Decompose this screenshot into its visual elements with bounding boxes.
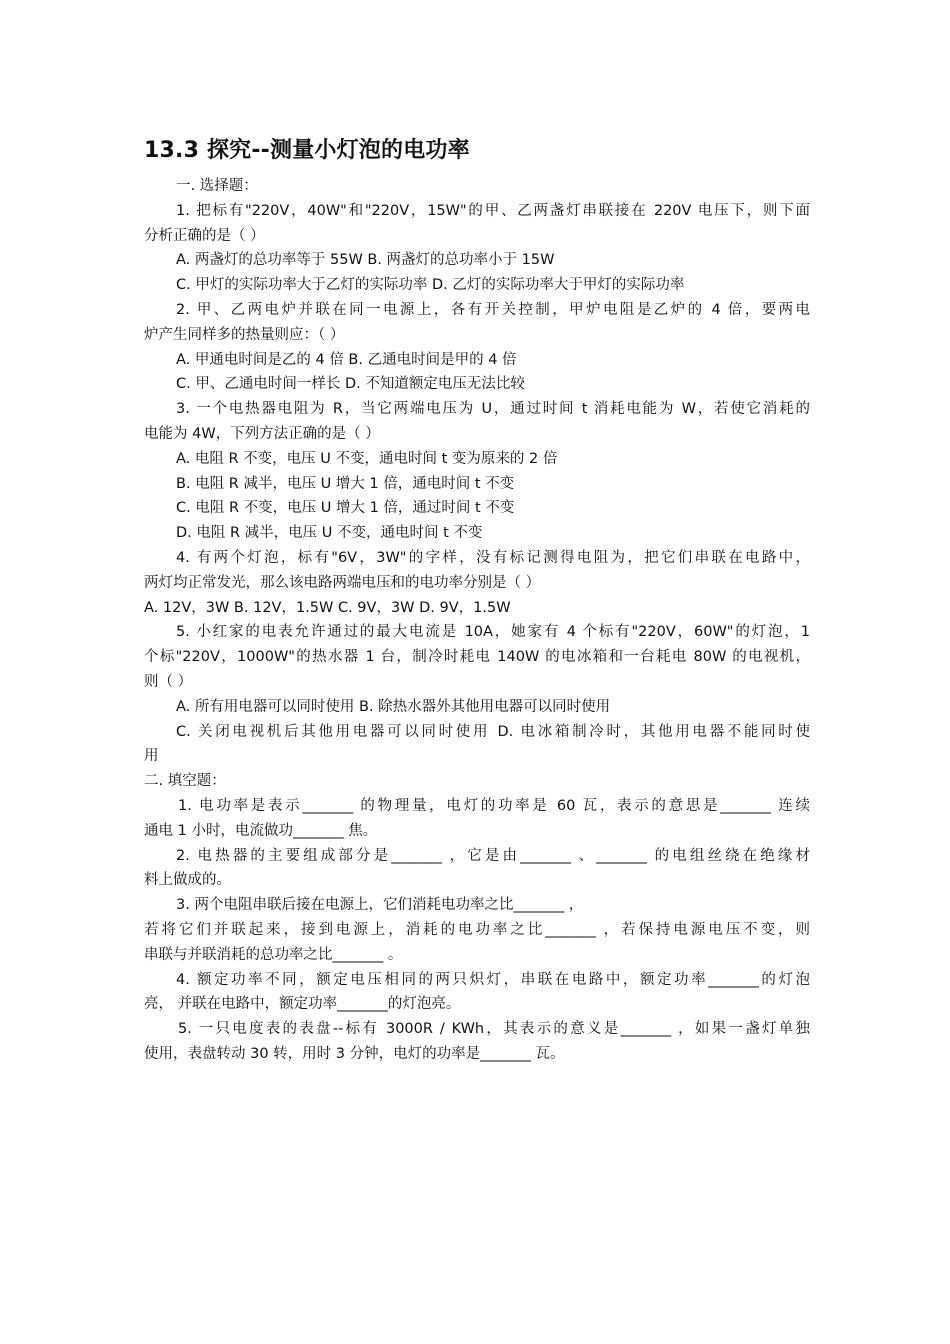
fill-2-line-2: 料上做成的。	[144, 872, 231, 889]
fill-1-line-1: 1. 电功率是表示_______ 的物理量，电灯的功率是 60 瓦，表示的意思是_______ 连续	[178, 797, 810, 814]
question-3-line-1: 3. 一个电热器电阻为 R，当它两端电压为 U，通过时间 t 消耗电能为 W，若使它消耗的	[176, 401, 810, 418]
section-heading-fill: 二. 填空题：	[144, 773, 226, 790]
question-3-option-a: A. 电阻 R 不变，电压 U 不变，通电时间 t 变为原来的 2 倍	[176, 450, 558, 467]
question-4-line-2: 两灯均正常发光，那么该电路两端电压和的电功率分别是（ ）	[144, 574, 541, 591]
question-2-line-2: 炉产生同样多的热量则应：（ ）	[144, 326, 345, 343]
question-4-line-1: 4. 有两个灯泡，标有"6V，3W"的字样，没有标记测得电阻为，把它们串联在电路中，	[176, 549, 810, 566]
question-5-line-1: 5. 小红家的电表允许通过的最大电流是 10A，她家有 4 个标有"220V，60W"的灯泡，1	[176, 624, 810, 641]
fill-1-line-2: 通电 1 小时，电流做功_______ 焦。	[144, 822, 378, 839]
question-1-line-1: 1. 把标有"220V，40W"和"220V，15W"的甲、乙两盏灯串联接在 220V 电压下，则下面	[176, 202, 810, 219]
question-2-options-ab: A. 甲通电时间是乙的 4 倍 B. 乙通电时间是甲的 4 倍	[176, 351, 517, 368]
fill-5-line-1: 5. 一只电度表的表盘--标有 3000R / KWh，其表示的意义是_______ ，如果一盏灯单独	[178, 1021, 810, 1038]
fill-3-line-2: 若将它们并联起来，接到电源上，消耗的电功率之比_______ ，若保持电源电压不变，则	[144, 921, 810, 938]
question-1-options-ab: A. 两盏灯的总功率等于 55W B. 两盏灯的总功率小于 15W	[176, 252, 555, 269]
fill-2-line-1: 2. 电热器的主要组成部分是_______ ，它是由_______ 、_______ 的电组丝绕在绝缘材	[176, 847, 810, 864]
question-5-options-ab: A. 所有用电器可以同时使用 B. 除热水器外其他用电器可以同时使用	[176, 698, 611, 715]
question-3-option-d: D. 电阻 R 减半，电压 U 不变，通电时间 t 不变	[176, 525, 483, 542]
fill-5-line-2: 使用，表盘转动 30 转，用时 3 分钟，电灯的功率是_______ 瓦。	[144, 1045, 565, 1062]
question-3-option-c: C. 电阻 R 不变，电压 U 增大 1 倍，通过时间 t 不变	[176, 500, 515, 517]
fill-3-line-1: 3. 两个电阻串联后接在电源上，它们消耗电功率之比_______ ，	[176, 897, 584, 914]
question-5-line-2: 个标"220V，1000W"的热水器 1 台，制冷时耗电 140W 的电冰箱和一台耗电 80W 的电视机，	[144, 649, 810, 666]
question-5-options-cd-1: C. 关闭电视机后其他用电器可以同时使用 D. 电冰箱制冷时，其他用电器不能同时使	[176, 723, 810, 740]
question-2-line-1: 2. 甲、乙两电炉并联在同一电源上，各有开关控制，甲炉电阻是乙炉的 4 倍，要两电	[176, 301, 810, 318]
fill-4-line-1: 4. 额定功率不同，额定电压相同的两只炽灯，串联在电路中，额定功率_______的灯泡	[176, 971, 810, 988]
question-1-line-2: 分析正确的是（ ）	[144, 227, 265, 244]
question-5-line-3: 则（ ）	[144, 673, 193, 690]
question-3-line-2: 电能为 4W，下列方法正确的是（ ）	[144, 425, 380, 442]
question-3-option-b: B. 电阻 R 减半，电压 U 增大 1 倍，通电时间 t 不变	[176, 475, 515, 492]
page-title: 13.3 探究--测量小灯泡的电功率	[144, 138, 470, 163]
fill-3-line-3: 串联与并联消耗的总功率之比_______ 。	[144, 946, 403, 963]
question-2-options-cd: C. 甲、乙通电时间一样长 D. 不知道额定电压无法比较	[176, 376, 525, 393]
question-5-options-cd-2: 用	[144, 748, 159, 765]
fill-4-line-2: 亮， 并联在电路中，额定功率_______的灯泡亮。	[144, 996, 461, 1013]
question-1-options-cd: C. 甲灯的实际功率大于乙灯的实际功率 D. 乙灯的实际功率大于甲灯的实际功率	[176, 277, 685, 294]
question-4-options: A. 12V，3W B. 12V，1.5W C. 9V，3W D. 9V，1.5W	[144, 599, 511, 616]
section-heading-choice: 一. 选择题：	[176, 178, 258, 194]
document-page	[144, 130, 810, 1067]
